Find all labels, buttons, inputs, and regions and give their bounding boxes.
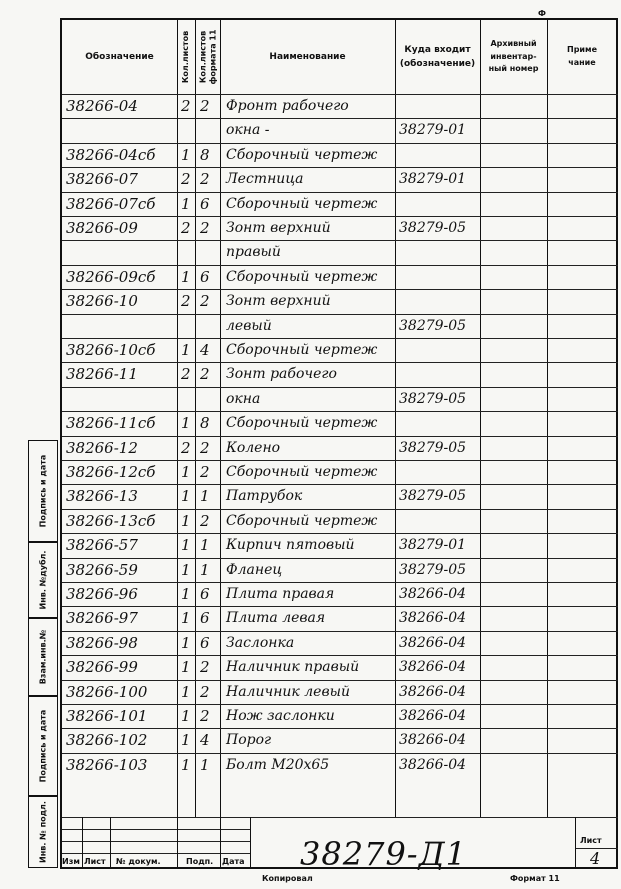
cell-name: Нож заслонки [226, 708, 335, 724]
cell-designation: 38266-101 [66, 707, 148, 725]
cell-sheets: 1 [181, 487, 191, 506]
cell-sheets11: 1 [200, 536, 210, 555]
cell-sheets: 1 [181, 731, 191, 750]
row-divider [62, 289, 618, 290]
row-divider [62, 753, 618, 754]
cell-name: Фронт рабочего [226, 98, 349, 114]
row-divider [62, 314, 618, 315]
cell-sheets: 1 [181, 536, 191, 555]
cell-name: Плита правая [226, 586, 335, 602]
title-block-divider [110, 817, 111, 869]
cell-name: Зонт верхний [226, 220, 331, 236]
cell-designation: 38266-04 [66, 97, 138, 115]
cell-name: Колено [226, 439, 281, 456]
tb-izm: Изм [62, 857, 80, 866]
row-divider [62, 240, 618, 241]
header-sheets-format11: Кол.листов формата 11 [197, 29, 217, 85]
cell-sheets: 1 [181, 682, 191, 701]
side-inv-dubl: Инв. №дубл. [28, 542, 58, 618]
cell-sheets11: 6 [200, 267, 210, 286]
cell-where: 38279-05 [399, 220, 467, 236]
cell-name: Фланец [226, 561, 283, 578]
side-sign-date-bottom: Подпись и дата [28, 696, 58, 796]
cell-sheets11: 2 [200, 463, 210, 481]
cell-where: 38266-04 [399, 756, 467, 773]
row-divider [62, 460, 618, 461]
cell-sheets: 1 [181, 194, 191, 213]
cell-designation: 38266-10 [66, 292, 138, 311]
cell-sheets: 1 [181, 755, 191, 774]
column-divider [195, 20, 196, 817]
cell-name: Кирпич пятовый [226, 537, 355, 554]
footer-format: Формат 11 [510, 874, 560, 883]
header-name: Наименование [269, 51, 346, 62]
header-note: Приме чание [567, 45, 597, 67]
row-divider [62, 484, 618, 485]
row-divider [62, 509, 618, 510]
cell-designation: 38266-102 [66, 731, 148, 750]
title-block-divider [250, 817, 251, 869]
title-block-line [62, 817, 618, 818]
tb-list: Лист [84, 857, 106, 866]
side-inv-podl: Инв. № подл. [28, 796, 58, 868]
title-block-divider [177, 817, 178, 869]
tb-sign: Подп. [186, 857, 214, 866]
row-divider [62, 631, 618, 632]
title-block-line [62, 829, 250, 830]
cell-sheets11: 6 [200, 585, 210, 603]
cell-name: окна [226, 390, 261, 407]
cell-name: правый [226, 244, 281, 261]
cell-name: Сборочный чертеж [226, 342, 378, 358]
cell-where: 38266-04 [399, 586, 467, 602]
title-block-divider [575, 817, 576, 869]
column-divider [220, 20, 221, 817]
row-divider [62, 362, 618, 363]
cell-sheets: 2 [181, 97, 191, 115]
cell-name: Зонт верхний [226, 293, 331, 310]
row-divider [62, 582, 618, 583]
title-block-divider [82, 817, 83, 869]
row-divider [62, 655, 618, 656]
cell-name: Плита левая [226, 610, 326, 627]
cell-designation: 38266-09 [66, 219, 138, 237]
column-divider [547, 20, 548, 817]
cell-sheets11: 4 [200, 341, 210, 359]
cell-sheets: 2 [181, 170, 191, 189]
cell-sheets: 1 [181, 414, 191, 433]
cell-designation: 38266-59 [66, 560, 138, 579]
cell-where: 38279-05 [399, 317, 467, 334]
cell-name: Сборочный чертеж [226, 195, 378, 212]
cell-designation: 38266-13 [66, 487, 138, 506]
cell-name: Болт М20х65 [226, 756, 330, 773]
cell-sheets11: 6 [200, 194, 210, 213]
cell-designation: 38266-11 [66, 365, 138, 384]
row-divider [62, 216, 618, 217]
tb-date: Дата [222, 857, 245, 866]
cell-sheets11: 6 [200, 609, 210, 628]
cell-sheets: 2 [181, 365, 191, 384]
cell-sheets: 1 [181, 585, 191, 603]
row-divider [62, 167, 618, 168]
cell-sheets11: 2 [200, 292, 210, 311]
cell-designation: 38266-99 [66, 658, 138, 677]
tb-sheet-label: Лист [580, 836, 602, 845]
row-divider [62, 338, 618, 339]
column-divider [480, 20, 481, 817]
corner-label: Ф [538, 9, 546, 18]
title-block-line [62, 841, 250, 842]
cell-name: окна - [226, 122, 270, 139]
document-code: 38279-Д1 [300, 835, 467, 873]
cell-sheets11: 6 [200, 633, 210, 652]
row-divider [62, 533, 618, 534]
cell-designation: 38266-98 [66, 633, 138, 652]
cell-name: Лестница [226, 171, 304, 188]
cell-name: Сборочный чертеж [226, 464, 378, 480]
cell-where: 38279-05 [399, 561, 467, 578]
cell-designation: 38266-100 [66, 682, 148, 701]
cell-sheets11: 2 [200, 365, 210, 384]
cell-name: левый [226, 317, 272, 334]
cell-designation: 38266-57 [66, 536, 138, 555]
cell-name: Сборочный чертеж [226, 512, 378, 529]
cell-designation: 38266-96 [66, 585, 138, 603]
tb-doc-no: № докум. [116, 857, 161, 866]
cell-sheets11: 4 [200, 731, 210, 750]
cell-sheets11: 2 [200, 219, 210, 237]
header-sheets: Кол.листов [181, 30, 191, 84]
cell-designation: 38266-10сб [66, 341, 156, 359]
column-divider [177, 20, 178, 817]
cell-sheets: 1 [181, 341, 191, 359]
cell-sheets11: 1 [200, 755, 210, 774]
cell-sheets11: 2 [200, 682, 210, 701]
footer-copied: Копировал [262, 874, 313, 883]
cell-sheets: 1 [181, 633, 191, 652]
cell-sheets11: 2 [200, 438, 210, 457]
cell-sheets: 1 [181, 707, 191, 725]
cell-name: Порог [226, 732, 272, 749]
cell-where: 38279-05 [399, 488, 467, 505]
row-divider [62, 265, 618, 266]
cell-sheets11: 8 [200, 414, 210, 433]
cell-where: 38266-04 [399, 708, 467, 724]
cell-designation: 38266-103 [66, 755, 148, 774]
cell-sheets11: 8 [200, 145, 210, 164]
title-block-divider [220, 817, 221, 869]
cell-where: 38266-04 [399, 683, 467, 700]
cell-where: 38279-01 [399, 171, 467, 188]
tb-sheet-number: 4 [590, 849, 601, 868]
cell-sheets: 1 [181, 560, 191, 579]
cell-sheets: 1 [181, 145, 191, 164]
cell-sheets11: 2 [200, 97, 210, 115]
cell-designation: 38266-12сб [66, 463, 156, 481]
cell-where: 38266-04 [399, 610, 467, 627]
cell-sheets: 2 [181, 219, 191, 237]
cell-designation: 38266-13сб [66, 511, 156, 530]
header-archive-number: Архивный инвентар- ный номер [488, 38, 539, 74]
cell-sheets: 1 [181, 511, 191, 530]
row-divider [62, 192, 618, 193]
row-divider [62, 680, 618, 681]
cell-sheets: 2 [181, 292, 191, 311]
row-divider [62, 143, 618, 144]
cell-sheets: 2 [181, 438, 191, 457]
cell-sheets11: 2 [200, 658, 210, 677]
cell-where: 38266-04 [399, 659, 467, 676]
cell-sheets11: 2 [200, 707, 210, 725]
cell-designation: 38266-07сб [66, 194, 156, 213]
cell-where: 38279-05 [399, 390, 467, 407]
side-sign-date-top: Подпись и дата [28, 440, 58, 542]
row-divider [62, 411, 618, 412]
cell-sheets11: 1 [200, 560, 210, 579]
cell-designation: 38266-04сб [66, 145, 156, 164]
row-divider [62, 436, 618, 437]
header-designation: Обозначение [85, 51, 154, 62]
cell-where: 38266-04 [399, 634, 467, 651]
cell-name: Наличник левый [226, 683, 351, 700]
row-divider [62, 728, 618, 729]
cell-sheets: 1 [181, 463, 191, 481]
cell-name: Зонт рабочего [226, 366, 337, 383]
cell-where: 38279-05 [399, 439, 467, 456]
row-divider [62, 606, 618, 607]
cell-name: Патрубок [226, 488, 303, 505]
cell-sheets11: 2 [200, 511, 210, 530]
cell-name: Наличник правый [226, 659, 360, 676]
cell-designation: 38266-97 [66, 609, 138, 628]
row-divider [62, 118, 618, 119]
cell-designation: 38266-09сб [66, 267, 156, 286]
title-block-line [62, 853, 250, 854]
header-where-used: Куда входит (обозначение) [399, 44, 476, 69]
cell-sheets11: 2 [200, 170, 210, 189]
row-divider [62, 558, 618, 559]
side-vzam-inv: Взам.инв.№ [28, 618, 58, 696]
cell-designation: 38266-07 [66, 170, 138, 189]
cell-sheets: 1 [181, 658, 191, 677]
column-divider [395, 20, 396, 817]
cell-designation: 38266-12 [66, 438, 138, 457]
cell-name: Заслонка [226, 634, 295, 651]
cell-sheets: 1 [181, 267, 191, 286]
row-divider [62, 94, 618, 95]
cell-where: 38266-04 [399, 732, 467, 749]
cell-where: 38279-01 [399, 537, 467, 554]
cell-name: Сборочный чертеж [226, 146, 378, 163]
row-divider [62, 704, 618, 705]
cell-sheets11: 1 [200, 487, 210, 506]
cell-where: 38279-01 [399, 122, 467, 139]
cell-sheets: 1 [181, 609, 191, 628]
row-divider [62, 387, 618, 388]
cell-name: Сборочный чертеж [226, 268, 378, 285]
cell-name: Сборочный чертеж [226, 415, 378, 432]
cell-designation: 38266-11сб [66, 414, 156, 433]
